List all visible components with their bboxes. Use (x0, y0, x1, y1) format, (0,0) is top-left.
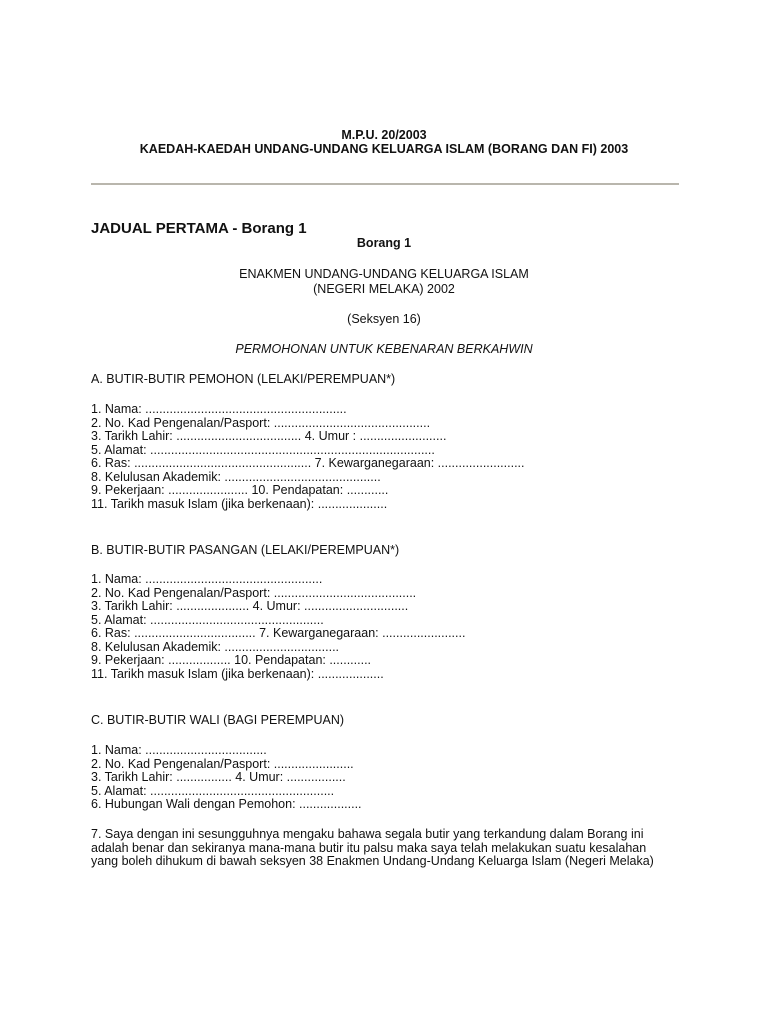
form-field-line: 5. Alamat: ..................................................... (91, 783, 335, 798)
form-field-line: 8. Kelulusan Akademik: ................................. (91, 639, 340, 654)
form-field-line: 2. No. Kad Pengenalan/Pasport: ............................................. (91, 415, 431, 430)
form-field-line: 9. Pekerjaan: .................. 10. Pendapatan: ............ (91, 653, 372, 667)
document-reference: M.P.U. 20/2003 (341, 128, 427, 142)
declaration-line: 7. Saya dengan ini sesungguhnya mengaku bahawa segala butir yang terkandung dalam Borang ini (91, 827, 644, 841)
form-field-line: 1. Nama: ................................... (91, 743, 267, 757)
form-field-line: 1. Nama: .......................................................... (91, 402, 347, 416)
section-b-heading: B. BUTIR-BUTIR PASANGAN (LELAKI/PEREMPUAN*) (91, 543, 400, 557)
form-field-line: 5. Alamat: .................................................................................. (91, 442, 435, 457)
form-field-line: 1. Nama: ................................................... (91, 572, 323, 586)
section-a-heading: A. BUTIR-BUTIR PEMOHON (LELAKI/PEREMPUAN*) (91, 372, 396, 386)
form-field-line: 8. Kelulusan Akademik: ............................................. (91, 469, 381, 484)
section-c-heading: C. BUTIR-BUTIR WALI (BAGI PEREMPUAN) (91, 713, 345, 727)
section-c-fields (91, 744, 362, 812)
form-field-line: 2. No. Kad Pengenalan/Pasport: ....................... (91, 756, 354, 771)
form-field-line: 2. No. Kad Pengenalan/Pasport: ......................................... (91, 585, 417, 600)
section-b-fields (91, 573, 465, 681)
header-divider (91, 183, 679, 185)
form-field-line: 5. Alamat: .................................................. (91, 612, 324, 627)
form-number: Borang 1 (356, 236, 412, 250)
form-field-line: 11. Tarikh masuk Islam (jika berkenaan): ................... (91, 666, 384, 681)
schedule-heading: JADUAL PERTAMA - Borang 1 (91, 220, 307, 237)
form-field-line: 11. Tarikh masuk Islam (jika berkenaan): .................... (91, 496, 388, 511)
declaration-paragraph (91, 828, 691, 869)
form-field-line: 6. Hubungan Wali dengan Pemohon: .................. (91, 797, 362, 811)
application-title: PERMOHONAN UNTUK KEBENARAN BERKAHWIN (235, 342, 533, 356)
declaration-line: yang boleh dihukum di bawah seksyen 38 Enakmen Undang-Undang Keluarga Islam (Negeri Melaka) (91, 854, 654, 868)
document-title: KAEDAH-KAEDAH UNDANG-UNDANG KELUARGA ISLAM (BORANG DAN FI) 2003 (139, 142, 629, 156)
form-field-line: 3. Tarikh Lahir: .................................... 4. Umur : ......................... (91, 429, 447, 443)
form-field-line: 6. Ras: ................................................... 7. Kewarganegaraan: ......................... (91, 456, 525, 470)
section-a-fields (91, 403, 525, 511)
enactment-title-line1: ENAKMEN UNDANG-UNDANG KELUARGA ISLAM (239, 267, 529, 281)
section-reference: (Seksyen 16) (347, 312, 421, 326)
form-field-line: 6. Ras: ................................... 7. Kewarganegaraan: ........................ (91, 626, 466, 640)
form-field-line: 9. Pekerjaan: ....................... 10. Pendapatan: ............ (91, 483, 389, 497)
declaration-line: adalah benar dan sekiranya mana-mana butir itu palsu maka saya telah melakukan suatu kesalahan (91, 840, 647, 855)
enactment-title-line2: (NEGERI MELAKA) 2002 (313, 282, 455, 296)
form-field-line: 3. Tarikh Lahir: ................ 4. Umur: ................. (91, 770, 346, 784)
form-field-line: 3. Tarikh Lahir: ..................... 4. Umur: .............................. (91, 599, 409, 613)
